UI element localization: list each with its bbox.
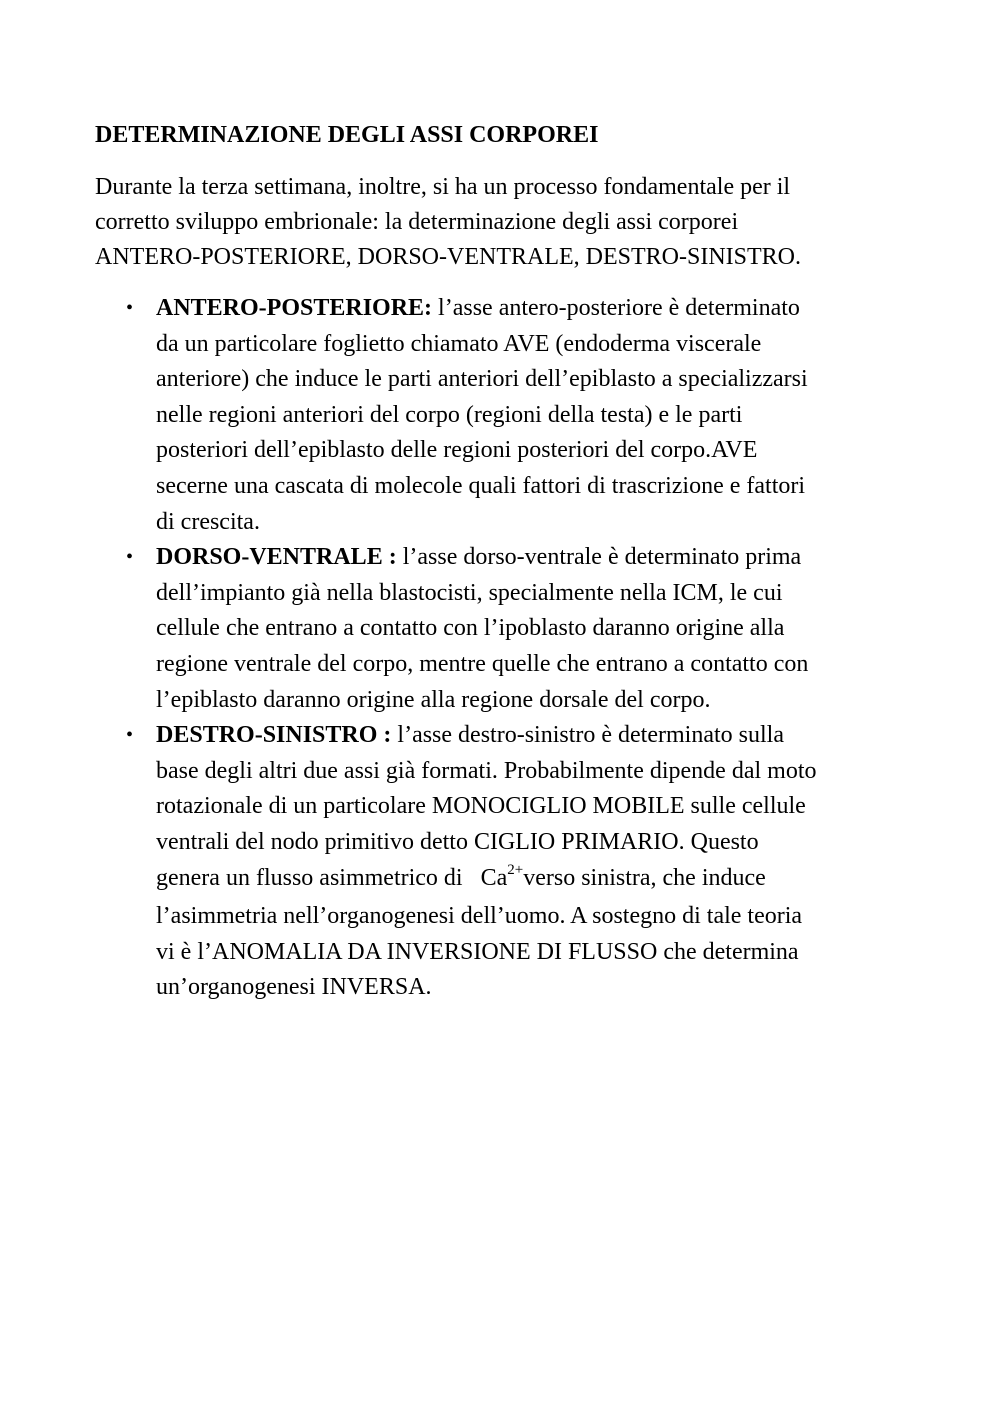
axis-term: DORSO-VENTRALE :	[156, 544, 397, 571]
axis-line: un’organogenesi INVERSA.	[156, 974, 432, 1001]
calcium-line-end: verso sinistra, che induce	[523, 864, 766, 891]
axis-line: base degli altri due assi già formati. Probabilmente dipende dal moto	[156, 757, 817, 784]
axis-line: dell’impianto già nella blastocisti, specialmente nella ICM, le cui	[156, 579, 783, 606]
axis-line: anteriore) che induce le parti anteriori dell’epiblasto a specializzarsi	[156, 366, 808, 393]
axis-item-antero-posteriore	[95, 291, 915, 540]
intro-line: corretto sviluppo embrionale: la determinazione degli assi corporei	[95, 209, 739, 235]
intro-line: Durante la terza settimana, inoltre, si ha un processo fondamentale per il	[95, 174, 791, 200]
axis-line: vi è l’ANOMALIA DA INVERSIONE DI FLUSSO che determina	[156, 938, 799, 965]
axis-first-line	[156, 540, 915, 576]
axis-first-line-text: l’asse antero-posteriore è determinato	[432, 295, 800, 321]
calcium-charge-superscript: 2+	[507, 861, 524, 878]
bullet-icon: •	[126, 724, 134, 747]
axis-line: di crescita.	[156, 508, 260, 535]
axis-line: rotazionale di un particolare MONOCIGLIO MOBILE sulle cellule	[156, 793, 806, 820]
axis-line: secerne una cascata di molecole quali fattori di trascrizione e fattori	[156, 472, 806, 499]
axis-first-line	[156, 718, 915, 754]
axis-first-line-text: l’asse dorso-ventrale è determinato prima	[396, 544, 802, 571]
axis-first-line-text: l’asse destro-sinistro è determinato sulla	[391, 722, 784, 749]
page-title: DETERMINAZIONE DEGLI ASSI CORPOREI	[95, 122, 599, 148]
axis-term: DESTRO-SINISTRO :	[156, 722, 392, 749]
document-page	[95, 118, 915, 1006]
axis-line: l’asimmetria nell’organogenesi dell’uomo. A sostegno di tale teoria	[156, 903, 803, 930]
axis-line: ventrali del nodo primitivo detto CIGLIO PRIMARIO. Questo	[156, 828, 759, 855]
calcium-line-start: genera un flusso asimmetrico di Ca	[156, 864, 508, 891]
axis-line: nelle regioni anteriori del corpo (regioni della testa) e le parti	[156, 401, 743, 428]
bullet-icon: •	[126, 546, 134, 569]
intro-paragraph	[95, 170, 915, 275]
axis-line-calcium	[156, 861, 915, 900]
intro-line: ANTERO-POSTERIORE, DORSO-VENTRALE, DESTRO-SINISTRO.	[95, 244, 801, 270]
axis-line: da un particolare foglietto chiamato AVE (endoderma viscerale	[156, 330, 762, 357]
axis-term: ANTERO-POSTERIORE:	[156, 295, 433, 321]
axis-line: cellule che entrano a contatto con l’ipoblasto daranno origine alla	[156, 615, 785, 642]
bullet-icon: •	[126, 297, 134, 319]
axis-line: l’epiblasto daranno origine alla regione dorsale del corpo.	[156, 686, 711, 713]
axis-first-line	[156, 291, 915, 327]
axis-line: regione ventrale del corpo, mentre quelle che entrano a contatto con	[156, 650, 809, 677]
axis-item-destro-sinistro	[95, 718, 915, 1006]
axes-list	[95, 291, 915, 1006]
axis-item-dorso-ventrale	[95, 540, 915, 718]
axis-line: posteriori dell’epiblasto delle regioni posteriori del corpo.AVE	[156, 437, 758, 464]
